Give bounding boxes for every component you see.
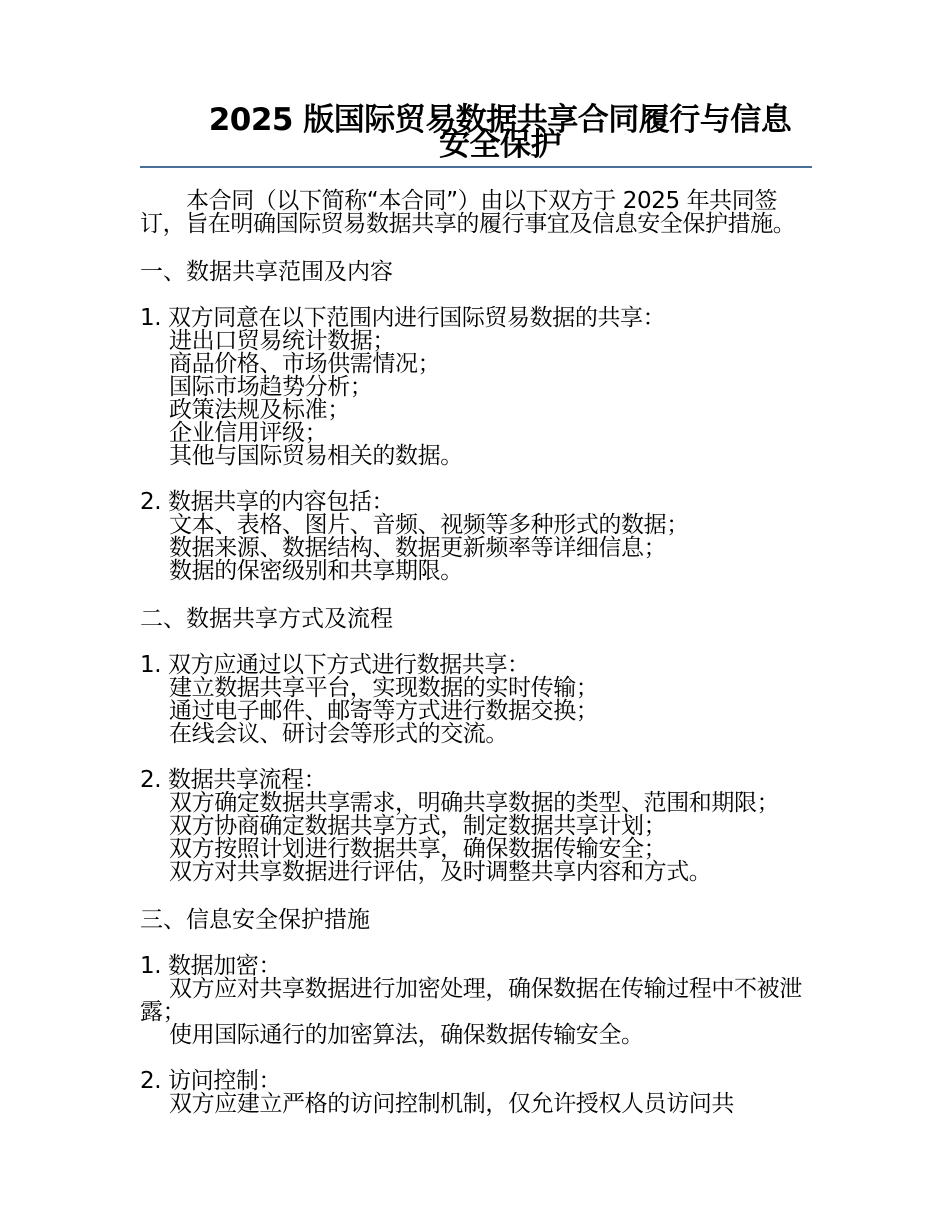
list-item: 数据的保密级别和共享期限。 [169, 558, 463, 584]
list-item: 通过电子邮件、邮寄等方式进行数据交换； [169, 698, 599, 724]
list-item: 使用国际通行的加密算法，确保数据传输安全。 [169, 1022, 644, 1048]
list-item: 进出口贸易统计数据； [169, 328, 396, 354]
list-item: 其他与国际贸易相关的数据。 [169, 443, 463, 469]
list-item: 国际市场趋势分析； [169, 374, 373, 400]
list-item: 政策法规及标准； [169, 397, 350, 423]
item-title: 1. 数据加密： [140, 953, 282, 979]
document-page [140, 100, 812, 1116]
item-title: 2. 访问控制： [140, 1068, 282, 1094]
item-title: 2. 数据共享的内容包括： [140, 489, 395, 515]
title-divider [140, 166, 812, 168]
list-item: 双方按照计划进行数据共享，确保数据传输安全； [169, 836, 667, 862]
list-item: 在线会议、研讨会等形式的交流。 [169, 721, 509, 747]
list-item: 文本、表格、图片、音频、视频等多种形式的数据； [169, 512, 689, 538]
item-title: 1. 双方应通过以下方式进行数据共享： [140, 652, 530, 678]
list-item: 双方协商确定数据共享方式，制定数据共享计划； [169, 813, 667, 839]
list-item: 双方应对共享数据进行加密处理，确保数据在传输过程中不被泄露； [140, 976, 802, 1025]
section-heading: 一、数据共享范围及内容 [140, 259, 393, 285]
list-item: 数据来源、数据结构、数据更新频率等详细信息； [169, 535, 667, 561]
list-item: 双方应建立严格的访问控制机制，仅允许授权人员访问共 [169, 1091, 735, 1117]
list-item: 企业信用评级； [169, 420, 328, 446]
document-title: 2025 版国际贸易数据共享合同履行与信息安全保护 [208, 102, 792, 163]
item-title: 2. 数据共享流程： [140, 767, 327, 793]
intro-paragraph: 本合同（以下简称“本合同”）由以下双方于 2025 年共同签订，旨在明确国际贸易数据共享的履行事宜及信息安全保护措施。 [140, 188, 796, 237]
item-title: 1. 双方同意在以下范围内进行国际贸易数据的共享： [140, 305, 666, 331]
list-item: 双方对共享数据进行评估，及时调整共享内容和方式。 [169, 859, 712, 885]
list-item: 双方确定数据共享需求，明确共享数据的类型、范围和期限； [169, 790, 780, 816]
section-heading: 三、信息安全保护措施 [140, 907, 370, 933]
list-item: 商品价格、市场供需情况； [169, 351, 441, 377]
section-heading: 二、数据共享方式及流程 [140, 606, 393, 632]
list-item: 建立数据共享平台，实现数据的实时传输； [169, 675, 599, 701]
